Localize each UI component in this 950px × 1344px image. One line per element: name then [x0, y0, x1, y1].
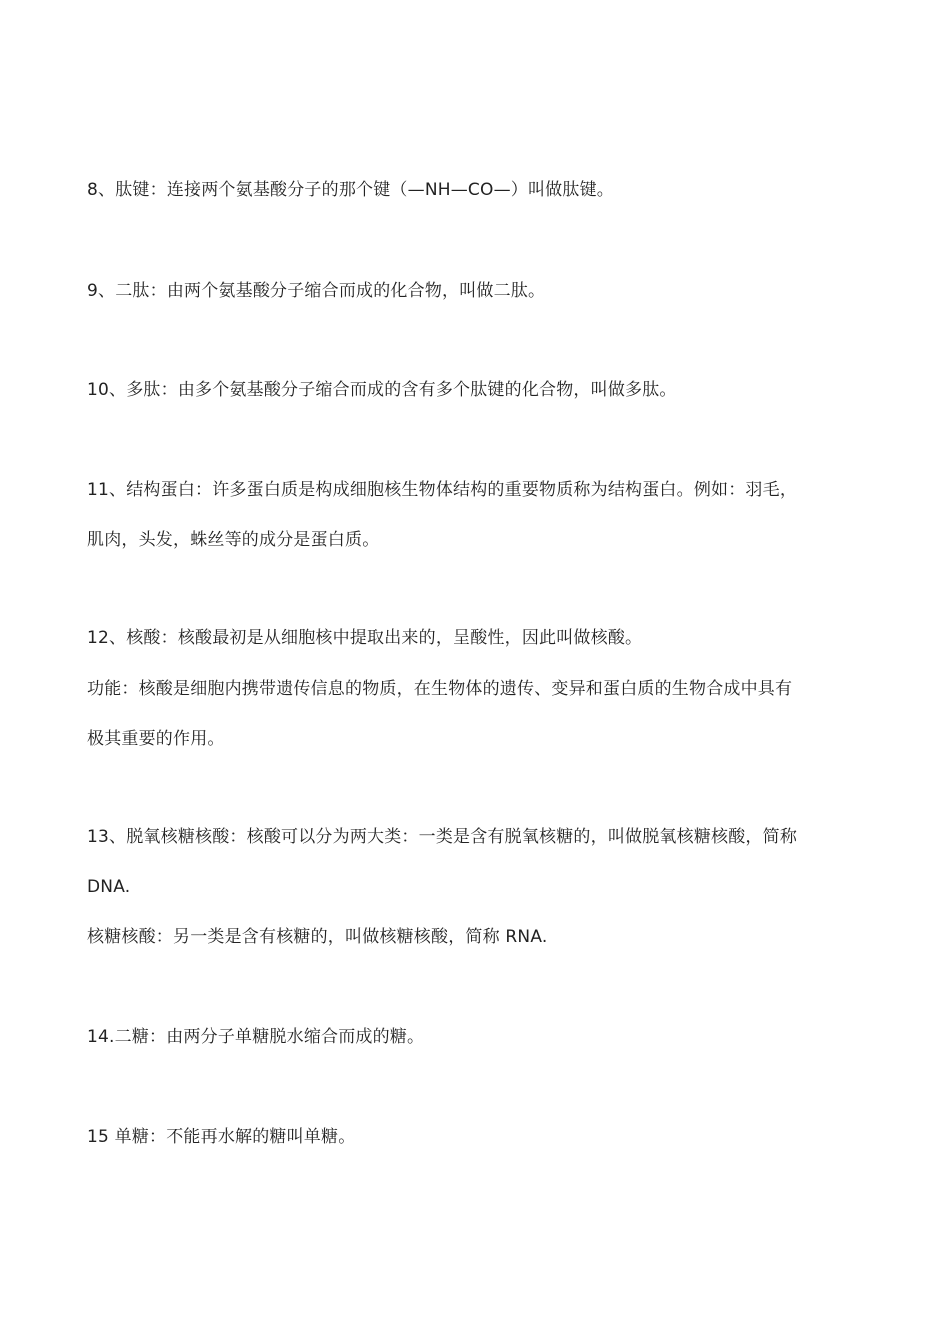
definition-peptide-bond: 8、肽键：连接两个氨基酸分子的那个键（—NH—CO—）叫做肽键。 — [87, 180, 614, 200]
nucleic-acid-function-cont: 极其重要的作用。 — [87, 729, 225, 749]
definition-structural-protein-cont: 肌肉，头发，蛛丝等的成分是蛋白质。 — [87, 530, 380, 550]
nucleic-acid-function: 功能：核酸是细胞内携带遗传信息的物质，在生物体的遗传、变异和蛋白质的生物合成中具有 — [87, 679, 793, 699]
definition-polypeptide: 10、多肽：由多个氨基酸分子缩合而成的含有多个肽键的化合物，叫做多肽。 — [87, 380, 677, 400]
definition-dna-cont: DNA. — [87, 877, 131, 897]
definition-nucleic-acid: 12、核酸：核酸最初是从细胞核中提取出来的，呈酸性，因此叫做核酸。 — [87, 628, 643, 648]
definition-monosaccharide: 15 单糖：不能再水解的糖叫单糖。 — [87, 1127, 356, 1147]
definition-rna: 核糖核酸：另一类是含有核糖的，叫做核糖核酸，简称 RNA. — [87, 927, 548, 947]
definition-disaccharide: 14.二糖：由两分子单糖脱水缩合而成的糖。 — [87, 1027, 425, 1047]
definition-dna: 13、脱氧核糖核酸：核酸可以分为两大类：一类是含有脱氧核糖的，叫做脱氧核糖核酸，简称 — [87, 827, 798, 847]
definition-dipeptide: 9、二肽：由两个氨基酸分子缩合而成的化合物，叫做二肽。 — [87, 281, 546, 301]
definition-structural-protein: 11、结构蛋白：许多蛋白质是构成细胞核生物体结构的重要物质称为结构蛋白。例如：羽毛， — [87, 480, 798, 500]
